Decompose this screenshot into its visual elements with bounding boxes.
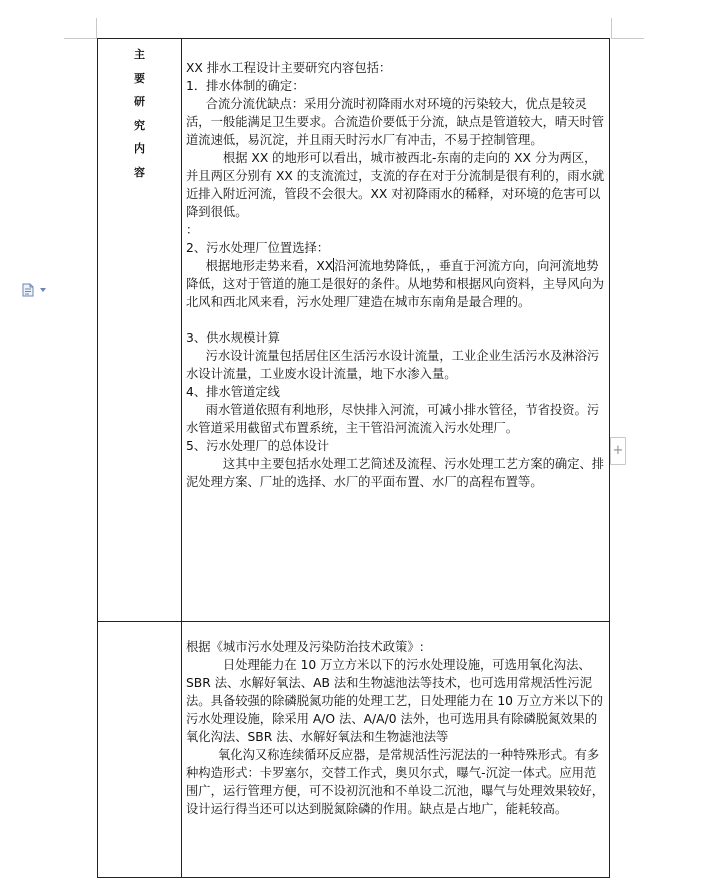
dropdown-arrow-icon[interactable] — [40, 288, 46, 292]
section-5-title: 5、污水处理厂的总体设计 — [186, 439, 330, 453]
label-char: 要 — [134, 71, 145, 85]
label-char: 容 — [134, 165, 145, 179]
policy-reference: 根据《城市污水处理及污染防治技术政策》: — [186, 640, 424, 654]
process-selection-cell[interactable] — [186, 638, 606, 818]
section-1-paragraph-1: 合流分流优缺点：采用分流时初降雨水对环境的污染较大，优点是较灵活，一般能满足卫生要求。合流造价要低于分流，缺点是管道较大，晴天时管道流速低，易沉淀，并且雨天时污水厂有冲击，不易于控制管理。 — [186, 97, 605, 147]
section-1-paragraph-2: 根据 XX 的地形可以看出，城市被西北-东南的走向的 XX 分为两区，并且两区分别有 XX 的支流流过，支流的存在对于分流制是很有利的，雨水就近排入附近河流，管段不会很大。XX 对初降雨水的稀释，对环境的危害可以降到很低。 — [186, 151, 605, 219]
document-icon[interactable] — [22, 283, 34, 297]
capacity-paragraph: 日处理能力在 10 万立方米以下的污水处理设施，可选用氧化沟法、SBR 法、水解好氧法、AB 法和生物滤池法等技术，也可选用常规活性污泥法。具备较强的除磷脱氮功能的处理工艺，日处理能力在 10 万立方米以下的污水处理设施，除采用 A/O 法、A/A/0 法外，也可选用具有除磷脱氮效果的氧化沟法、SBR 法、水解好氧法和生物滤池法等 — [186, 658, 603, 744]
add-content-button[interactable]: + — [610, 437, 626, 465]
oxidation-ditch-paragraph: 氧化沟又称连续循环反应器，是常规活性污泥法的一种特殊形式。有多种构造形式：卡罗塞尔，交替工作式，奥贝尔式，曝气-沉淀一体式。应用范围广，运行管理方便，可不设初沉池和不单设二沉池，曝气与处理效果较好，设计运行得当还可以达到脱氮除磷的作用。缺点是占地广，能耗较高。 — [186, 748, 605, 816]
page-corner-mark-top-left — [64, 18, 97, 39]
section-2-text-before-cursor: 根据地形走势来看，XX — [205, 259, 334, 273]
intro-text: XX 排水工程设计主要研究内容包括： — [186, 61, 392, 75]
section-4-title: 4、排水管道定线 — [186, 385, 280, 399]
research-content-table — [97, 38, 610, 878]
table-row-divider — [98, 621, 609, 622]
section-3-title: 3、供水规模计算 — [186, 331, 280, 345]
table-column-divider — [181, 39, 182, 877]
section-3-paragraph-1: 污水设计流量包括居住区生活污水设计流量，工业企业生活污水及淋浴污水设计流量，工业废水设计流量，地下水渗入量。 — [186, 349, 600, 381]
research-content-cell[interactable] — [186, 59, 606, 491]
section-2-text-after-cursor: 沿河流地势降低，，垂直于河流方向，向河流地势降低，这对于管道的施工是很好的条件。从地势和根据风向资料，主导风向为北风和西北风来看，污水处理厂建造在城市东南角是最合理的。 — [186, 259, 605, 309]
blank-line — [186, 311, 606, 329]
label-char: 究 — [134, 118, 145, 132]
label-char: 主 — [134, 48, 145, 61]
page-corner-mark-top-right — [611, 18, 644, 39]
section-5-paragraph-1: 这其中主要包括水处理工艺简述及流程、污水处理工艺方案的确定、排泥处理方案、厂址的选择、水厂的平面布置、水厂的高程布置等。 — [186, 457, 605, 489]
section-2-paragraph-1 — [186, 257, 606, 311]
section-label — [98, 43, 181, 184]
label-char: 研 — [134, 95, 145, 108]
section-1-title: 1．排水体制的确定： — [186, 79, 305, 93]
label-char: 内 — [134, 142, 145, 155]
section-1-colon: ： — [186, 223, 199, 237]
section-2-title: 2、污水处理厂位置选择： — [186, 241, 330, 255]
section-4-paragraph-1: 雨水管道依照有利地形，尽快排入河流，可减小排水管径，节省投资。污水管道采用截留式布置系统，主干管沿河流流入污水处理厂。 — [186, 403, 600, 435]
